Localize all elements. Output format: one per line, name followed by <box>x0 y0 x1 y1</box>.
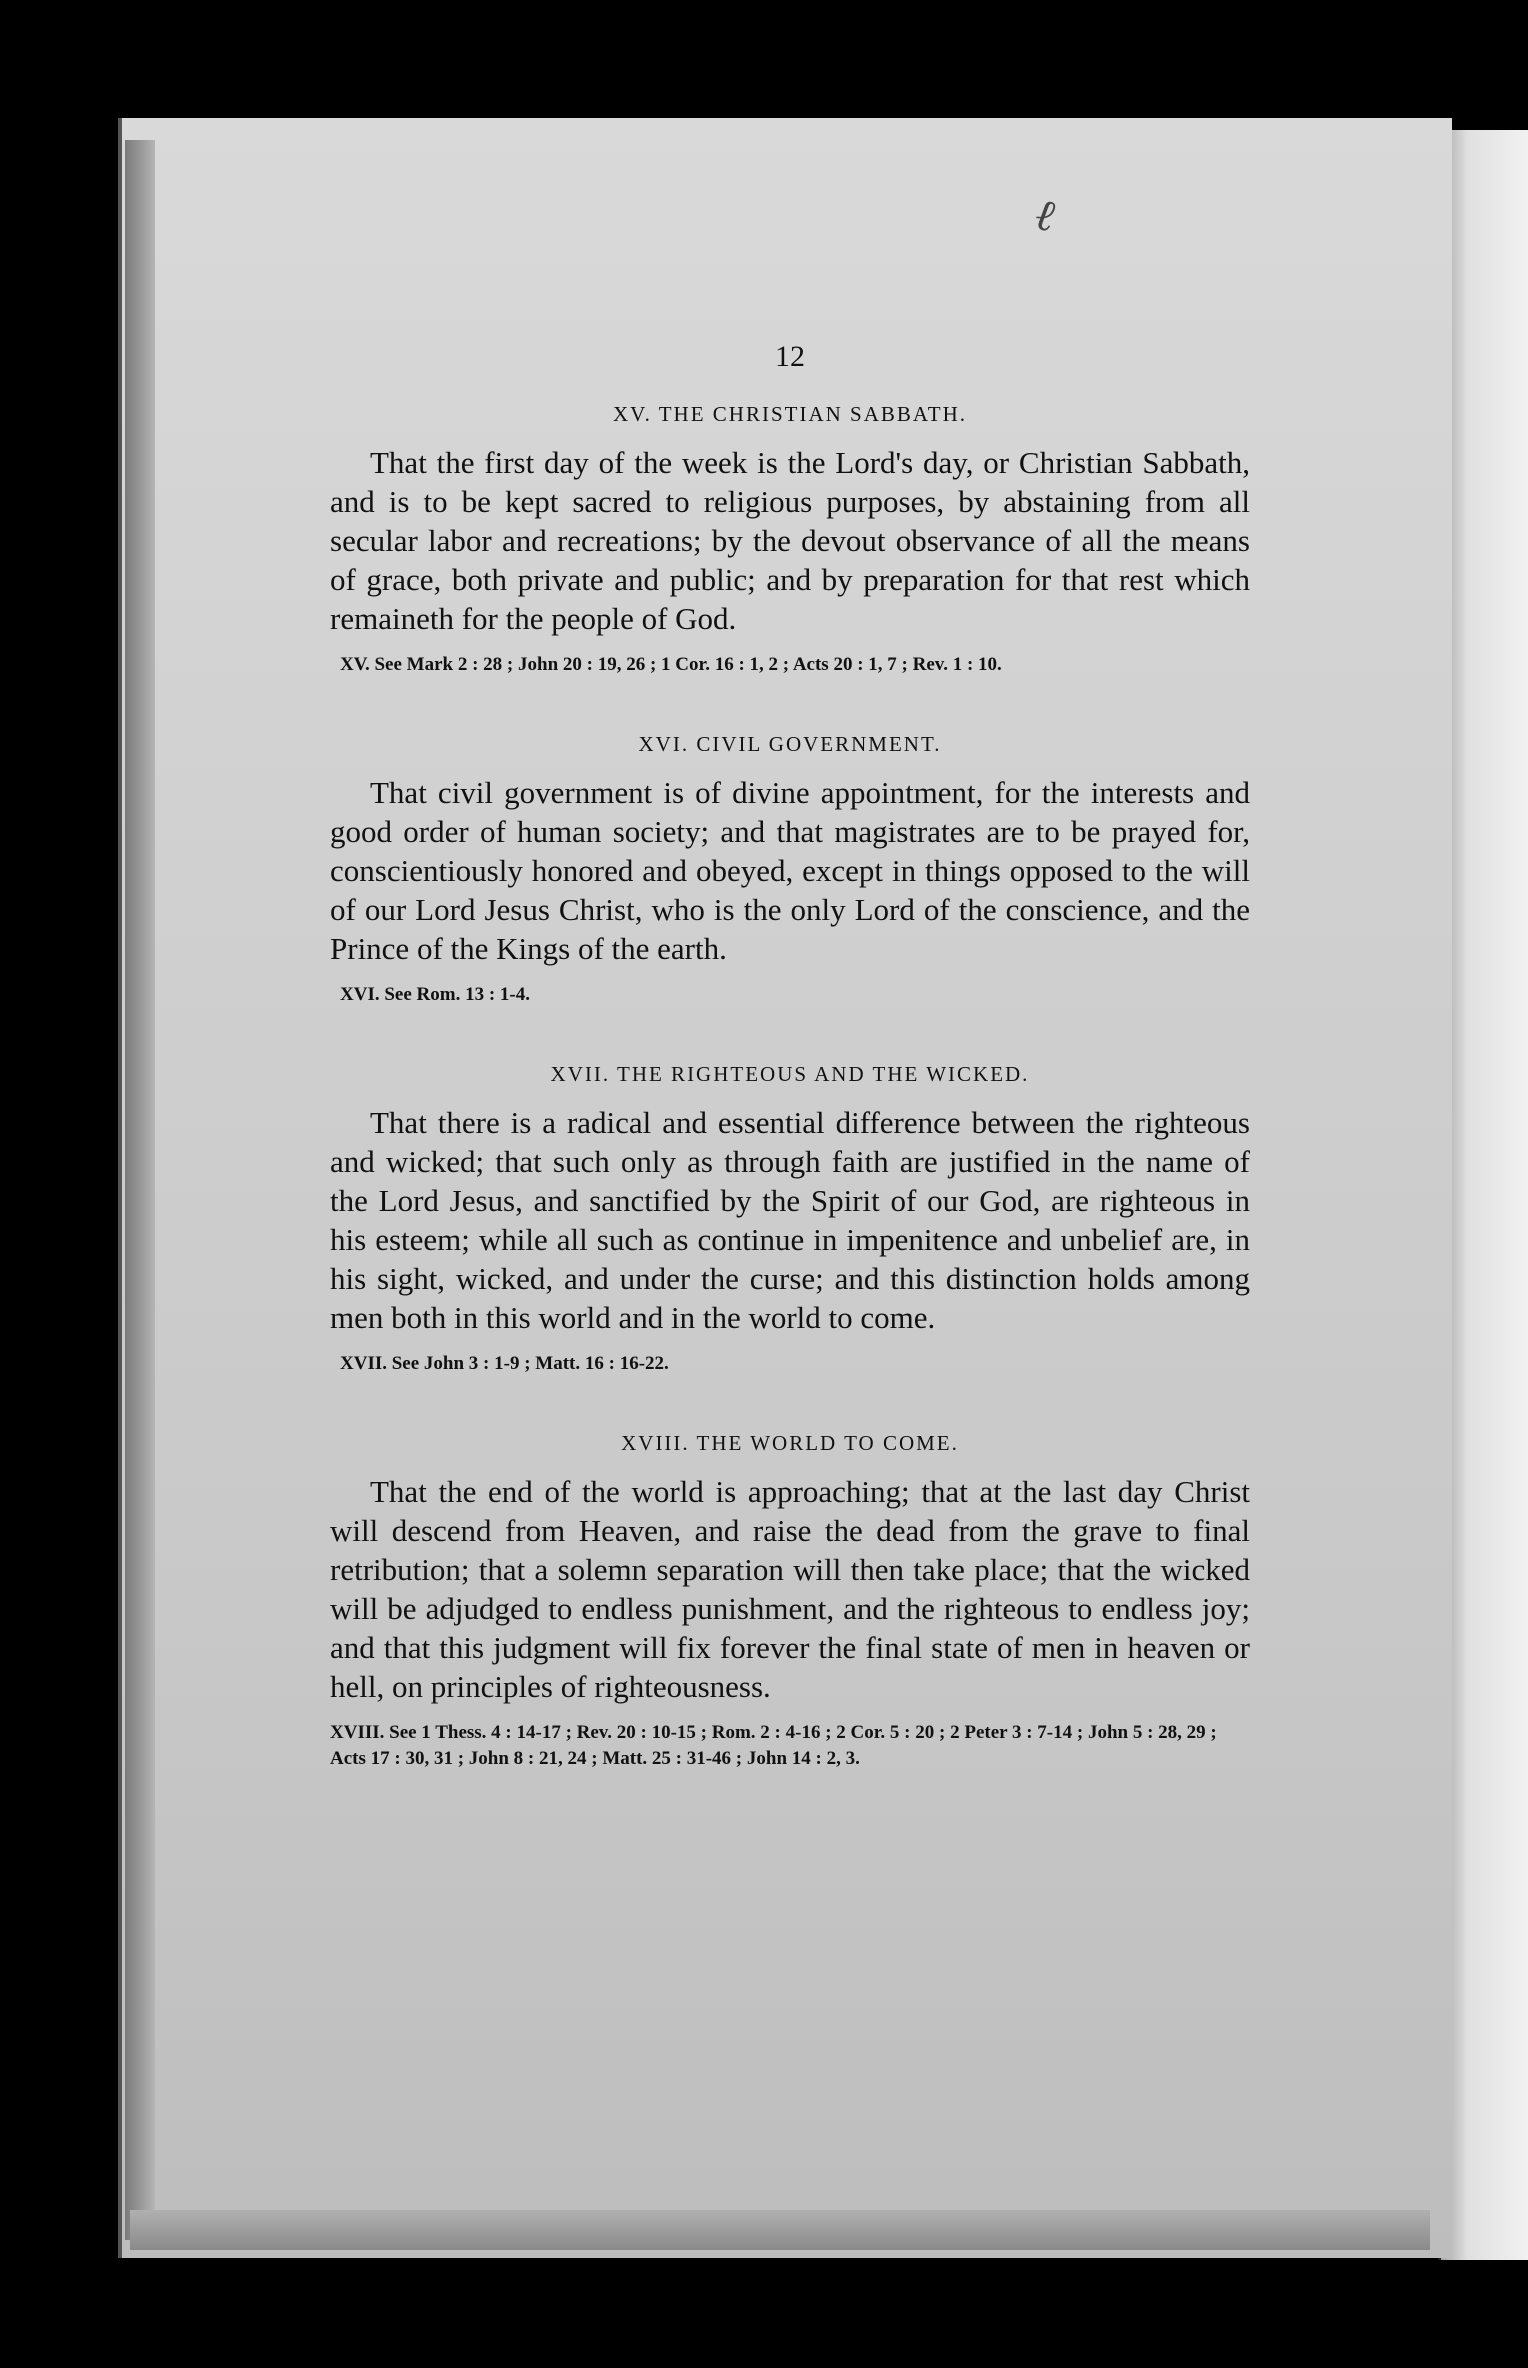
page-bottom-edge <box>130 2210 1430 2250</box>
scripture-references: XV. See Mark 2 : 28 ; John 20 : 19, 26 ; 1 Cor. 16 : 1, 2 ; Acts 20 : 1, 7 ; Rev. 1 : 10. <box>340 654 1002 675</box>
section-body: That the first day of the week is the Lord's day, or Christian Sabbath, and is to be kept sacred to religious purposes, by abstaining from all secular labor and recreations; by the devout observance of all the means of grace, both private and public; and by preparation for that rest which remaineth for the people of God. <box>330 445 1250 636</box>
section-body: That the end of the world is approaching; that at the last day Christ will descend from Heaven, and raise the dead from the grave to final retribution; that a solemn separation will then take place; that the wicked will be adjudged to endless punishment, and the righteous to endless joy; and that this judgment will fix forever the final state of men in heaven or hell, on principles of righteousness. <box>330 1474 1250 1704</box>
pencil-mark-icon: ℓ <box>1026 187 1065 244</box>
section-heading: XVIII. THE WORLD TO COME. <box>621 1431 959 1455</box>
scripture-references: XVIII. See 1 Thess. 4 : 14-17 ; Rev. 20 : 10-15 ; Rom. 2 : 4-16 ; 2 Cor. 5 : 20 ; 2 Peter 3 : 7-14 ; John 5 : 28, 29 ; Acts 17 : 30, 31 ; John 8 : 21, 24 ; Matt. 25 : 31-46 ; John 14 : 2, 3. <box>330 1722 1217 1769</box>
section-18 <box>330 1431 1250 1772</box>
section-body: That civil government is of divine appointment, for the interests and good order of human society; and that magistrates are to be prayed for, conscientiously honored and obeyed, except in things opposed to the will of our Lord Jesus Christ, who is the only Lord of the conscience, and the Prince of the Kings of the earth. <box>330 775 1250 966</box>
page-text <box>330 340 1250 1772</box>
page-number: 12 <box>775 340 805 373</box>
section-17 <box>330 1062 1250 1377</box>
section-16 <box>330 732 1250 1008</box>
section-heading: XVI. CIVIL GOVERNMENT. <box>638 732 942 756</box>
section-heading: XVII. THE RIGHTEOUS AND THE WICKED. <box>550 1062 1030 1086</box>
section-body: That there is a radical and essential difference between the righteous and wicked; that such only as through faith are justified in the name of the Lord Jesus, and sanctified by the Spirit of our God, are righteous in his esteem; while all such as continue in impenitence and unbelief are, in his sight, wicked, and under the curse; and this distinction holds among men both in this world and in the world to come. <box>330 1105 1250 1335</box>
scripture-references: XVI. See Rom. 13 : 1-4. <box>340 984 530 1005</box>
section-heading: XV. THE CHRISTIAN SABBATH. <box>612 402 967 426</box>
binding-shadow <box>125 140 155 2240</box>
section-15 <box>330 402 1250 678</box>
scripture-references: XVII. See John 3 : 1-9 ; Matt. 16 : 16-22. <box>340 1353 669 1374</box>
